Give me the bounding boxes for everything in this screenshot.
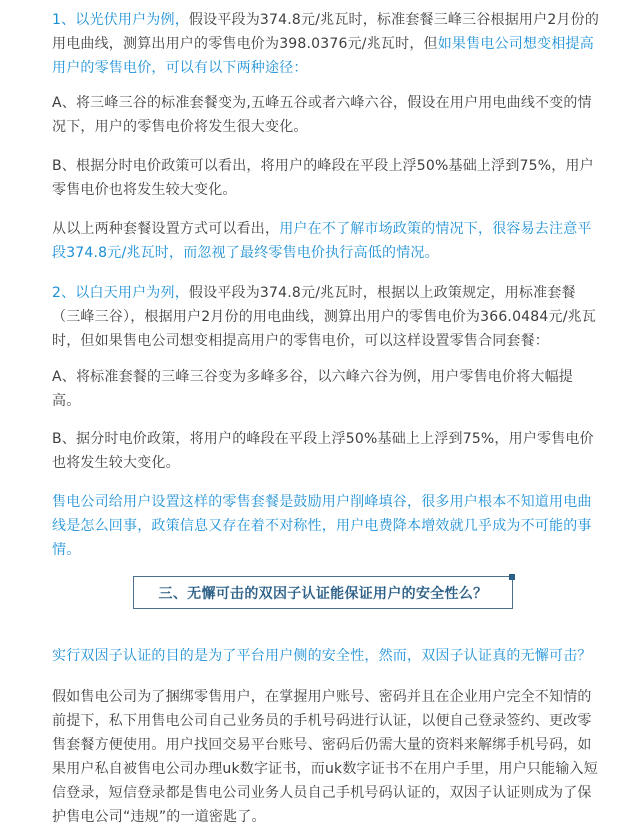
pv-example-body: 假设平段为374.8元/兆瓦时，标准套餐三峰三谷根据用户2月份的用电曲线，测算出用户的零售电价为398.0376元/兆瓦时，但 (52, 12, 600, 52)
paragraph-2fa-question: 实行双因子认证的目的是为了平台用户侧的安全性，然而，双因子认证真的无懈可击？ (52, 648, 592, 664)
daytime-example-body: 假设平段为374.8元/兆瓦时，根据以上政策规定，用标准套餐（三峰三谷），根据用户2月份的用电曲线，测算出用户的零售电价为366.0484元/兆瓦时，但如果售电公司想变相提高用户的零售电价，可以这样设置零售合同套餐： (52, 285, 597, 349)
paragraph-daytime-example (52, 281, 600, 353)
paragraph-pv-example (52, 8, 600, 80)
paragraph-option-a1: A、将三峰三谷的标准套餐变为,五峰五谷或者六峰六谷，假设在用户用电曲线不变的情况下，用户的零售电价将发生很大变化。 (52, 95, 592, 135)
summary-1-highlight: 用户在不了解市场政策的情况下，很容易去注意平段374.8元/兆瓦时，而忽视了最终零售电价执行高低的情况。 (52, 221, 592, 261)
paragraph-option-b2: B、据分时电价政策，将用户的峰段在平段上浮50%基础上上浮到75%，用户零售电价也将发生较大变化。 (52, 431, 594, 471)
paragraph-conclusion: 售电公司给用户设置这样的零售套餐是鼓励用户削峰填谷，很多用户根本不知道用电曲线是怎么回事，政策信息又存在着不对称性，用户电费降本增效就几乎成为不可能的事情。 (52, 494, 592, 558)
pv-example-lead: 1、以光伏用户为例， (52, 12, 189, 28)
corner-decoration (509, 574, 515, 580)
summary-1-lead: 从以上两种套餐设置方式可以看出， (52, 221, 280, 237)
section-heading-box (133, 576, 513, 609)
paragraph-option-b1: B、根据分时电价政策可以看出，将用户的峰段在平段上浮50%基础上浮到75%，用户零售电价也将发生较大变化。 (52, 158, 594, 198)
paragraph-option-a2: A、将标准套餐的三峰三谷变为多峰多谷，以六峰六谷为例，用户零售电价将大幅提高。 (52, 369, 573, 409)
paragraph-2fa-detail: 假如售电公司为了捆绑零售用户，在掌握用户账号、密码并且在企业用户完全不知情的前提下，私下用售电公司自己业务员的手机号码进行认证，以便自己登录签约、更改零售套餐方便使用。用户找回交易平台账号、密码后仍需大量的资料来解绑手机号码，如果用户私自被售电公司办理uk数字证书，而uk数字证书不在用户手里，用户只能输入短信登录，短信登录都是售电公司业务人员自己手机号码认证的，双因子认证则成为了保护售电公司“违规”的一道密匙了。 (52, 689, 598, 825)
pv-example-highlight: 如果售电公司想变相提高用户的零售电价，可以有以下两种途径： (52, 36, 594, 76)
daytime-example-lead: 2、以白天用户为列， (52, 285, 189, 301)
section-title: 三、无懈可击的双因子认证能保证用户的安全性么？ (158, 585, 488, 602)
paragraph-summary-1 (52, 217, 600, 265)
